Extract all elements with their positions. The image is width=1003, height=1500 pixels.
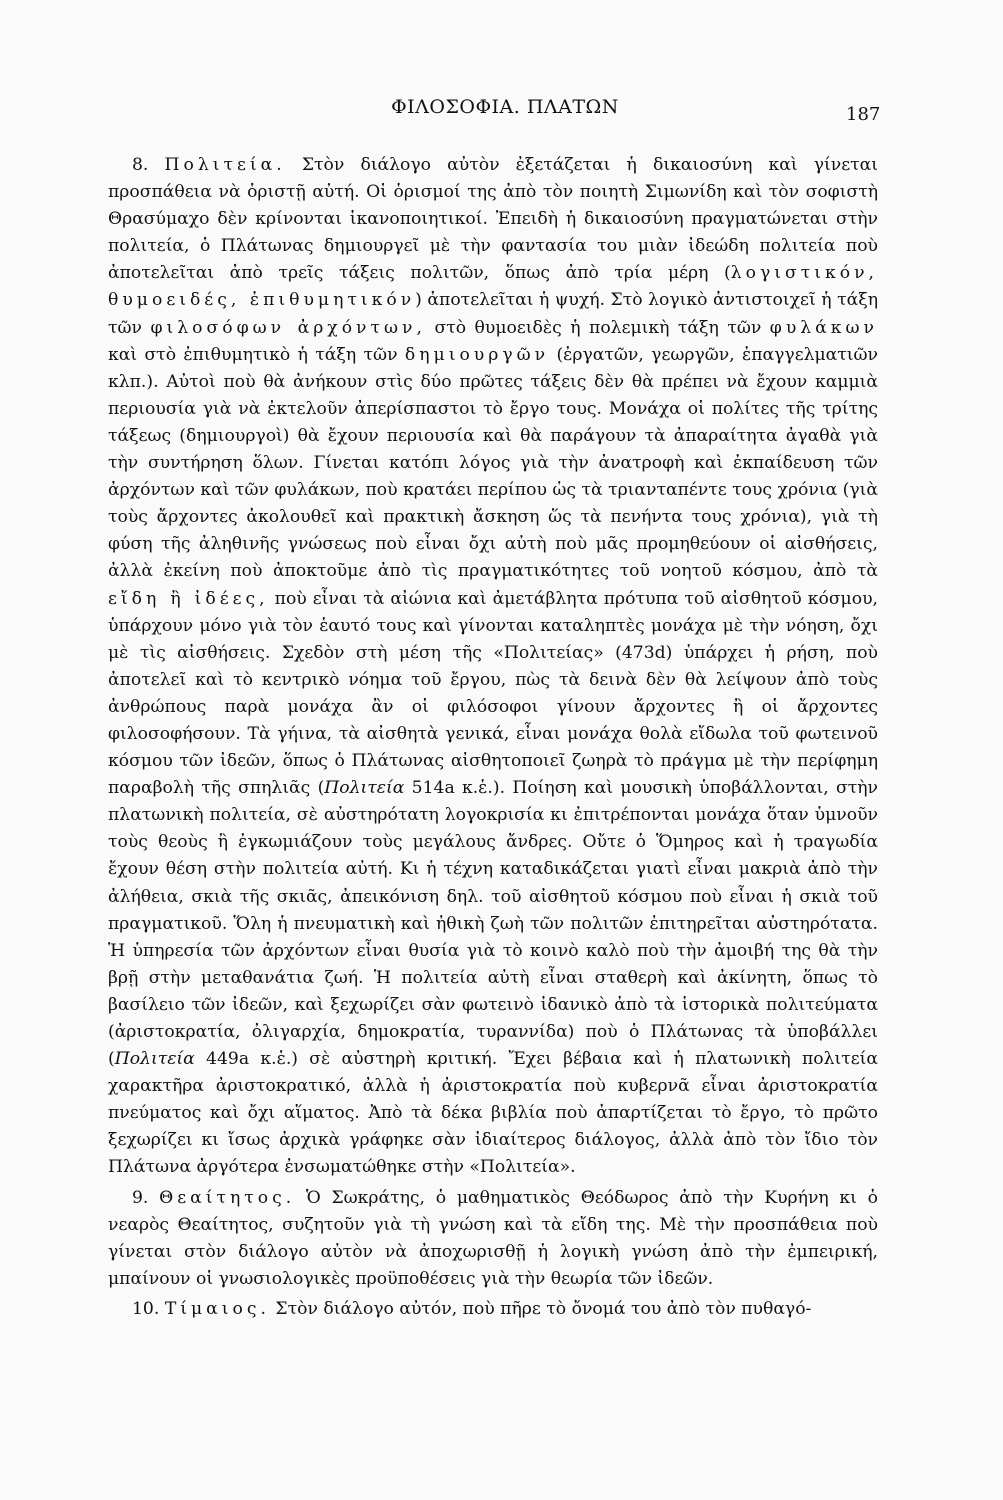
reference-title: Πολιτεία [324, 778, 405, 799]
term-soul-parts: λογιστικόν, θυμοειδές, ἐπιθυμητικόν [108, 263, 878, 311]
running-title: ΦΙΛΟΣΟΦΙΑ. ΠΛΑΤΩΝ [391, 96, 619, 118]
term-guardians: φυλάκων [769, 317, 878, 338]
paragraph-text: καὶ στὸ ἐπιθυμητικὸ ἡ τάξη τῶν [108, 344, 405, 365]
work-title: Θεαίτητος. [159, 1187, 296, 1208]
term-craftsmen: δημιουργῶν [404, 344, 550, 365]
term-forms: εἴδη ἢ ἰδέες, [108, 588, 269, 609]
work-title: Πολιτεία. [164, 155, 286, 175]
paragraph-timaeus [108, 1296, 878, 1323]
page-number: 187 [846, 104, 881, 125]
paragraph-politeia [108, 152, 878, 1182]
paragraph-text: Στὸν διάλογο αὐτὸν ἐξετάζεται ἡ δικαιοσύνη καὶ γίνεται προσπάθεια νὰ ὁριστῇ αὐτή. Οἱ ὁρισμοί της ἀπὸ τὸν ποιητὴ Σιμωνίδη καὶ τὸν σοφιστὴ Θρασύμαχο δὲν κρίνονται ἱκανοποιητικοί. Ἐπειδὴ ἡ δικαιοσύνη πραγματώνεται στὴν πολιτεία, ὁ Πλάτωνας δημιουργεῖ μὲ τὴν φαντασία του μιὰν ἰδεώδη πολιτεία ποὺ ἀποτελεῖται ἀπὸ τρεῖς τάξεις πολιτῶν, ὅπως ἀπὸ τρία μέρη ( [108, 155, 878, 284]
paragraph-number: 9. [132, 1187, 149, 1208]
paragraph-text: (ἐργατῶν, γεωργῶν, ἐπαγγελματιῶν κλπ.). Αὐτοὶ ποὺ θὰ ἀνήκουν στὶς δύο πρῶτες τάξεις δὲν θὰ πρέπει νὰ ἔχουν καμμιὰ περιουσία γιὰ νὰ ἐκτελοῦν ἀπερίσπαστοι τὸ ἔργο τους. Μονάχα οἱ πολίτες τῆς τρίτης τάξεως (δημιουργοὶ) θὰ ἔχουν περιουσία καὶ θὰ παράγουν τὰ ἀπαραίτητα ἀγαθὰ γιὰ τὴν συντήρηση ὅλων. Γίνεται κατόπι λόγος γιὰ τὴν ἀνατροφὴ καὶ ἐκπαίδευση τῶν ἀρχόντων καὶ τῶν φυλάκων, ποὺ κρατάει περίπου ὡς τὰ τριανταπέντε τους χρόνια (γιὰ τοὺς ἄρχοντες ἀκολουθεῖ καὶ πρακτικὴ ἄσκηση ὥς τὰ πενήντα τους χρόνια), γιὰ τὴ φύση τῆς ἀληθινῆς γνώσεως ποὺ εἶναι ὄχι αὐτὴ ποὺ μᾶς προμηθεύουν οἱ αἰσθήσεις, ἀλλὰ ἐκείνη ποὺ ἀποκτοῦμε ἀπὸ τὶς πραγματικότητες τοῦ νοητοῦ κόσμου, ἀπὸ τὰ [108, 344, 878, 582]
paragraph-text: Ὁ Σωκράτης, ὁ μαθηματικὸς Θεόδωρος ἀπὸ τὴν Κυρήνη κι ὁ νεαρὸς Θεαίτητος, συζητοῦν γιὰ τὴ γνώση καὶ τὰ εἴδη της. Μὲ τὴν προσπάθεια ποὺ γίνεται στὸν διάλογο αὐτὸν νὰ ἀποχωρισθῇ ἡ λογικὴ γνώση ἀπὸ τὴν ἐμπειρική, μπαίνουν οἱ γνωσιολογικὲς προϋποθέσεις γιὰ τὴν θεωρία τῶν ἰδεῶν. [108, 1187, 879, 1289]
paragraph-number: 8. [132, 155, 149, 175]
body-text [108, 152, 878, 1323]
term-philosopher-rulers: φιλοσόφων ἀρχόντων, [150, 317, 426, 338]
paragraph-text: ) ἀποτελεῖται ἡ ψυχή. Στὸ λογικὸ ἀντιστοιχεῖ ἡ τάξη τῶν [108, 290, 878, 338]
paragraph-text: ποὺ εἶναι τὰ αἰώνια καὶ ἀμετάβλητα πρότυπα τοῦ αἰσθητοῦ κόσμου, ὑπάρχουν μόνο γιὰ τὸν ἑαυτό τους καὶ γίνονται καταληπτὲς μονάχα μὲ τὴν νόηση, ὄχι μὲ τὶς αἰσθήσεις. Σχεδὸν στὴ μέση τῆς «Πολιτείας» (473d) ὑπάρχει ἡ ρήση, ποὺ ἀποτελεῖ καὶ τὸ κεντρικὸ νόημα τοῦ ἔργου, πὼς τὰ δεινὰ δὲν θὰ λείψουν ἀπὸ τοὺς ἀνθρώπους παρὰ μονάχα ἂν οἱ φιλόσοφοι γίνουν ἄρχοντες ἢ οἱ ἄρχοντες φιλοσοφήσουν. Τὰ γήινα, τὰ αἰσθητὰ γενικά, εἶναι μονάχα θολὰ εἴδωλα τοῦ φωτεινοῦ κόσμου τῶν ἰδεῶν, ὅπως ὁ Πλάτωνας αἰσθητοποιεῖ ζωηρὰ τὸ πράγμα μὲ τὴν περίφημη παραβολὴ τῆς σπηλιᾶς ( [108, 588, 878, 799]
paragraph-text: 449a κ.ἑ.) σὲ αὐστηρὴ κριτική. Ἔχει βέβαια καὶ ἡ πλατωνικὴ πολιτεία χαρακτῆρα ἀριστοκρατικό, ἀλλὰ ἡ ἀριστοκρατία ποὺ κυβερνᾶ εἶναι ἀριστοκρατία πνεύματος καὶ ὄχι αἵματος. Ἀπὸ τὰ δέκα βιβλία ποὺ ἀπαρτίζεται τὸ ἔργο, τὸ πρῶτο ξεχωρίζει κι ἴσως ἀρχικὰ γράφηκε σὰν ἰδιαίτερος διάλογος, ἀλλὰ ἀπὸ τὸν ἴδιο τὸν Πλάτωνα ἀργότερα ἐνσωματώθηκε στὴν «Πολιτεία». [108, 1049, 878, 1178]
paragraph-theaetetus [108, 1185, 878, 1293]
paragraph-text: Στὸν διάλογο αὐτόν, ποὺ πῆρε τὸ ὄνομά του ἀπὸ τὸν πυθαγό- [269, 1298, 812, 1319]
work-title: Τίμαιος. [164, 1298, 270, 1319]
paragraph-text: στὸ θυμοειδὲς ἡ πολεμικὴ τάξη τῶν [425, 317, 770, 338]
reference-title: Πολιτεία [114, 1049, 195, 1070]
paragraph-text: 514a κ.ἑ.). Ποίηση καὶ μουσικὴ ὑποβάλλονται, στὴν πλατωνικὴ πολιτεία, σὲ αὐστηρότατη λογοκρισία κι ἐπιτρέπονται μονάχα ὅταν ὑμνοῦν τοὺς θεοὺς ἢ ἐγκωμιάζουν τοὺς μεγάλους ἄνδρες. Οὔτε ὁ Ὅμηρος καὶ ἡ τραγωδία ἔχουν θέση στὴν πολιτεία αὐτή. Κι ἡ τέχνη καταδικάζεται γιατὶ εἶναι μακριὰ ἀπὸ τὴν ἀλήθεια, σκιὰ τῆς σκιᾶς, ἀπεικόνιση δηλ. τοῦ αἰσθητοῦ κόσμου ποὺ εἶναι ἡ σκιὰ τοῦ πραγματικοῦ. Ὅλη ἡ πνευματικὴ καὶ ἠθικὴ ζωὴ τῶν πολιτῶν ἐπιτηρεῖται αὐστηρότατα. Ἡ ὑπηρεσία τῶν ἀρχόντων εἶναι θυσία γιὰ τὸ κοινὸ καλὸ ποὺ τὴν ἀμοιβή της θὰ τὴν βρῇ στὴν μεταθανάτια ζωή. Ἡ πολιτεία αὐτὴ εἶναι σταθερὴ καὶ ἀκίνητη, ὅπως τὸ βασίλειο τῶν ἰδεῶν, καὶ ξεχωρίζει σὰν φωτεινὸ ἰδανικὸ ἀπὸ τὰ ἱστορικὰ πολιτεύματα (ἀριστοκρατία, ὀλιγαρχία, δημοκρατία, τυραννίδα) ποὺ ὁ Πλάτωνας τὰ ὑποβάλλει ( [108, 778, 878, 1070]
paragraph-number: 10. [132, 1298, 160, 1319]
